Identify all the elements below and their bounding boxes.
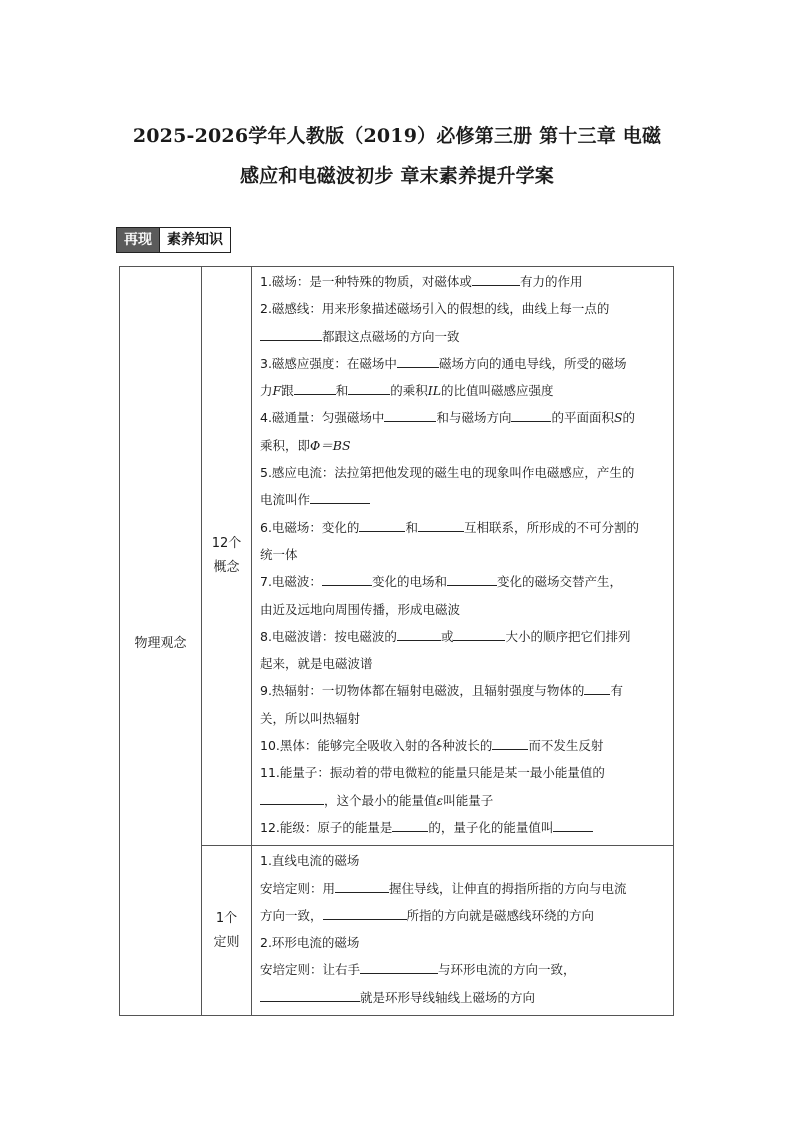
law-2-title: 2.环形电流的磁场 [260,935,360,951]
concept-9: 9.热辐射：一切物体都在辐射电磁波，且辐射强度与物体的 有 [260,677,667,704]
law-2: 安培定则：让右手 与环形电流的方向一致， [260,956,667,983]
laws-count: 1个 [215,910,238,926]
section-heading [116,227,231,253]
concept-5: 5.感应电流：法拉第把他发现的磁生电的现象叫作电磁感应，产生的 [260,465,635,481]
blank [384,407,436,422]
category-label: 物理观念 [134,635,187,651]
blank [584,680,610,695]
concepts-cell: 1.磁场：是一种特殊的物质，对磁体或 有力的作用 2.磁感线：用来形象描述磁场引入的假想的线，曲线上每一点的 都跟这点磁场的方向一致 3.磁感应强度：在磁场中 磁场方向的通电导线，所受的磁场 力F跟 和 的乘积IL的比值叫磁感应强度 4.磁通量：匀强磁场中 和与磁场方向 的平面面积S的 乘积，即Φ＝BS 5.感应电流：法拉第把他发现的磁生电的现象叫作电磁感应，产生的 电流叫作 6.电磁场：变化的 和 互相联系，所形成的不可分割的 统一体 7.电磁波： 变化的电场和 变化的磁场交替产生， 由近及远地向周围传播，形成电磁波 8.电磁波谱：按电磁波的 或 大小的顺序把它们排列 起来，就是电磁波谱 9.热辐射：一切物体都在辐射电磁波，且辐射强度与物体的 有 关，所以叫热辐射 10.黑体：能够完全吸收入射的各种波长的 而不发生反射 11.能量子：振动着的带电微粒的能量只能是某一最小能量值的 ，这个最小的能量值ε叫能量子 12.能级：原子的能量是 的，量子化的能量值叫 [252,267,674,846]
title-line-2: 感应和电磁波初步 章末素养提升学案 [239,165,555,187]
section-tag-knowledge: 素养知识 [159,228,230,252]
blank [335,878,389,893]
laws-cell: 1.直线电流的磁场 安培定则：用 握住导线，让伸直的拇指所指的方向与电流 方向一致， 所指的方向就是磁感线环绕的方向 2.环形电流的磁场 安培定则：让右手 与环形电流的方向一致， 就是环形导线轴线上磁场的方向 [252,846,674,1016]
concept-2: 2.磁感线：用来形象描述磁场引入的假想的线，曲线上每一点的 [260,301,610,317]
blank [323,905,407,920]
blank [260,987,360,1002]
law-1: 安培定则：用 握住导线，让伸直的拇指所指的方向与电流 [260,875,667,902]
knowledge-table [119,266,674,1016]
concept-10: 10.黑体：能够完全吸收入射的各种波长的 而不发生反射 [260,732,667,759]
blank [447,571,497,586]
concept-6: 6.电磁场：变化的 和 互相联系，所形成的不可分割的 [260,514,667,541]
blank [322,571,372,586]
category-cell [120,267,202,1016]
concept-3: 3.磁感应强度：在磁场中 磁场方向的通电导线，所受的磁场 [260,350,667,377]
concept-4: 4.磁通量：匀强磁场中 和与磁场方向 的平面面积S的 [260,404,667,431]
concept-12: 12.能级：原子的能量是 的，量子化的能量值叫 [260,814,667,841]
concept-1: 1.磁场：是一种特殊的物质，对磁体或 有力的作用 [260,268,667,295]
concepts-word: 概念 [213,560,240,576]
blank [294,380,336,395]
blank [392,817,428,832]
blank [492,735,528,750]
section-tag-review: 再现 [117,228,159,252]
blank [348,380,390,395]
blank [260,326,322,341]
blank [360,959,438,974]
blank [310,489,370,504]
blank [359,517,405,532]
laws-label-cell [202,846,252,1016]
concept-8: 8.电磁波谱：按电磁波的 或 大小的顺序把它们排列 [260,623,667,650]
document-title [100,116,694,196]
blank [553,817,593,832]
concept-7: 7.电磁波： 变化的电场和 变化的磁场交替产生， [260,568,667,595]
blank [260,790,324,805]
concepts-label-cell [202,267,252,846]
blank [511,407,551,422]
blank [453,626,505,641]
title-line-1: 2025-2026学年人教版（2019）必修第三册 第十三章 电磁 [132,125,662,147]
blank [418,517,464,532]
blank [472,271,520,286]
concepts-count: 12个 [211,536,242,552]
laws-word: 定则 [213,934,240,950]
law-1-title: 1.直线电流的磁场 [260,853,360,869]
concept-11: 11.能量子：振动着的带电微粒的能量只能是某一最小能量值的 [260,765,605,781]
blank [397,353,439,368]
blank [397,626,441,641]
